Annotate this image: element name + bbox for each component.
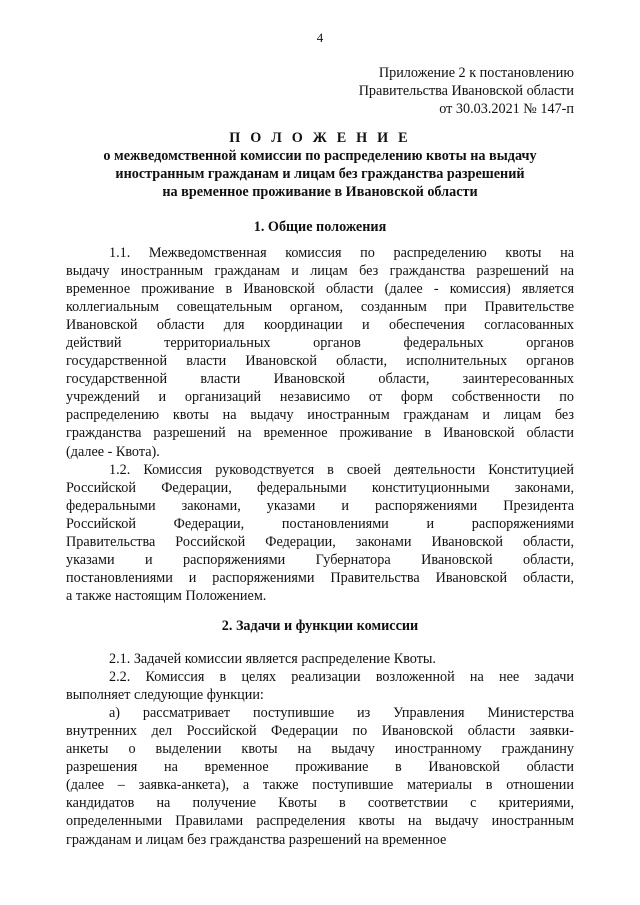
paragraph-line: 1.2. Комиссия руководствуется в своей деятельности Конституцией [109, 461, 574, 478]
paragraph-line: коллегиальным совещательным органом, созданным при Правительстве [66, 299, 574, 316]
section-2-heading: 2. Задачи и функции комиссии [221, 618, 419, 634]
paragraph-line: распределению квоты на выдачу иностранным гражданам и лицам без [66, 407, 574, 424]
paragraph-line: 2.2. Комиссия в целях реализации возложенной на нее задачи [109, 669, 574, 685]
paragraph-line: а также настоящим Положением. [66, 587, 267, 604]
paragraph-line: 2.1. Задачей комиссии является распределение Квоты. [109, 651, 436, 667]
paragraph-line: учреждений и организаций независимо от форм собственности по [66, 389, 574, 406]
page-number: 4 [316, 30, 324, 45]
paragraph-line: внутренних дел Российской Федерации по Ивановской области заявки- [66, 723, 574, 740]
paragraph-line: анкеты о выделении квоты на выдачу иностранному гражданину [66, 741, 574, 758]
title-subtitle-line: о межведомственной комиссии по распределению квоты на выдачу [103, 148, 537, 164]
appendix-line: Приложение 2 к постановлению [378, 65, 574, 81]
paragraph-line: 1.1. Межведомственная комиссия по распределению квоты на [109, 245, 574, 261]
paragraph-1-2 [66, 461, 574, 605]
paragraph-2-1 [89, 650, 574, 668]
paragraph-line: Российской Федерации, федеральными конституционными законами, [66, 479, 574, 496]
paragraph-line: выдачу иностранным гражданам и лицам без гражданства разрешений на [66, 263, 574, 280]
document-title [66, 129, 574, 201]
paragraph-line: Российской Федерации, постановлениями и распоряжениями [66, 515, 574, 532]
paragraph-line: Ивановской области для координации и обеспечения согласованных [66, 317, 574, 334]
section-1-heading: 1. Общие положения [253, 219, 387, 235]
paragraph-line: выполняет следующие функции: [66, 687, 264, 704]
paragraph-line: постановлениями и распоряжениями Правительства Ивановской области, [66, 569, 574, 586]
paragraph-2-2 [66, 668, 574, 704]
paragraph-line: временное проживание в Ивановской области (далее - комиссия) является [66, 281, 574, 298]
paragraph-line: гражданства разрешений на временное проживание в Ивановской области [66, 425, 574, 442]
title-subtitle-line: иностранным гражданам и лицам без гражданства разрешений [115, 166, 525, 182]
paragraph-line: а) рассматривает поступившие из Управления Министерства [109, 705, 574, 722]
appendix-note [274, 64, 574, 118]
paragraph-line: указами и распоряжениями Губернатора Ивановской области, [66, 551, 574, 568]
paragraph-line: федеральными законами, указами и распоряжениями Президента [66, 497, 574, 514]
paragraph-line: гражданам и лицам без гражданства разрешений на временное [66, 831, 447, 848]
title-main: П О Л О Ж Е Н И Е [229, 130, 411, 146]
paragraph-line: кандидатов на получение Квоты в соответствии с критериями, [66, 795, 574, 812]
paragraph-line: государственной власти Ивановской области, исполнительных органов [66, 353, 574, 370]
appendix-line: Правительства Ивановской области [358, 83, 574, 99]
appendix-line: от 30.03.2021 № 147-п [439, 101, 574, 117]
paragraph-line: Правительства Российской Федерации, законами Ивановской области, [66, 533, 574, 550]
paragraph-line: (далее - Квота). [66, 443, 160, 460]
title-subtitle-line: на временное проживание в Ивановской области [162, 184, 478, 200]
paragraph-line: разрешения на временное проживание в Ивановской области [66, 759, 574, 776]
paragraph-line: действий территориальных органов федеральных органов [66, 335, 574, 352]
paragraph-1-1 [66, 244, 574, 461]
paragraph-line: (далее – заявка-анкета), а также поступившие материалы в отношении [66, 777, 574, 794]
paragraph-line: определенными Правилами распределения квоты на выдачу иностранным [66, 813, 574, 830]
paragraph-2-2-a [66, 704, 574, 848]
paragraph-line: государственной власти Ивановской области, заинтересованных [66, 371, 574, 388]
